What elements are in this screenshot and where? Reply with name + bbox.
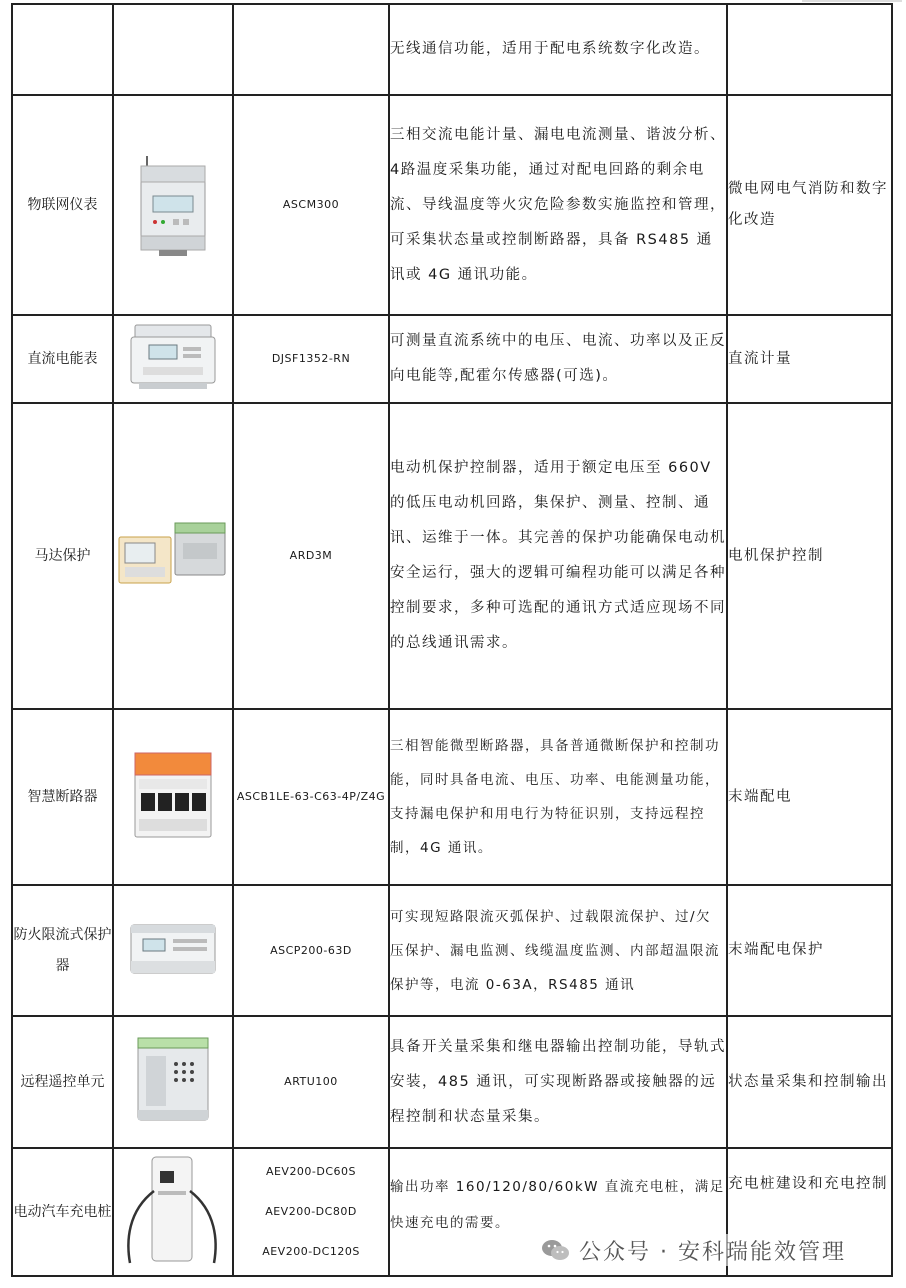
product-image-cell: [113, 1148, 233, 1276]
top-right-divider: [802, 0, 902, 2]
product-model-cell: [233, 4, 389, 95]
table-row: [12, 403, 892, 709]
product-application: [727, 4, 892, 95]
fire-current-limiter-icon: [127, 921, 219, 977]
model-number: ARTU100: [284, 1075, 338, 1088]
product-description: 电动机保护控制器，适用于额定电压至 660V 的低压电动机回路，集保护、测量、控制、通讯、运维于一体。其完善的保护功能确保电动机安全运行，强大的逻辑可编程功能可以满足各种控制要求，多种可选配的通讯方式适应现场不同的总线通讯需求。: [389, 403, 727, 709]
product-image-cell: [113, 885, 233, 1016]
model-number: ASCP200-63D: [270, 943, 352, 957]
product-description: 无线通信功能，适用于配电系统数字化改造。: [389, 4, 727, 95]
product-model-cell: [233, 95, 389, 315]
product-application: 末端配电: [727, 709, 892, 885]
product-model-cell: [233, 709, 389, 885]
model-number: AEV200-DC60S: [265, 1165, 357, 1178]
product-application: 充电桩建设和充电控制: [727, 1148, 892, 1276]
product-application: 电机保护控制: [727, 403, 892, 709]
table-row: [12, 885, 892, 1016]
model-number: AEV200-DC120S: [262, 1245, 360, 1258]
remote-control-unit-icon: [132, 1034, 214, 1126]
smart-breaker-icon: [131, 749, 215, 841]
product-image-cell: [113, 709, 233, 885]
product-description: 具备开关量采集和继电器输出控制功能，导轨式安装，485 通讯，可实现断路器或接触器的远程控制和状态量采集。: [389, 1016, 727, 1148]
product-description: 可实现短路限流灭弧保护、过载限流保护、过/欠压保护、漏电监测、线缆温度监测、内部超温限流保护等，电流 0-63A，RS485 通讯: [389, 885, 727, 1016]
table-row: [12, 4, 892, 95]
product-model-cell: [233, 403, 389, 709]
product-description: 三相交流电能计量、漏电电流测量、谐波分析、4路温度采集功能，通过对配电回路的剩余电流、导线温度等火灾危险参数实施监控和管理，可采集状态量或控制断路器，具备 RS485 通讯或 4G 通讯功能。: [389, 95, 727, 315]
wechat-watermark: [541, 1234, 846, 1266]
model-number: ASCM300: [282, 198, 340, 211]
product-application: 状态量采集和控制输出: [727, 1016, 892, 1148]
motor-protector-icon: [117, 521, 229, 587]
product-model-cell: [233, 1016, 389, 1148]
product-model-cell: [233, 885, 389, 1016]
model-number: ARD3M: [289, 549, 333, 562]
wechat-logo-icon: [541, 1238, 571, 1262]
ev-charger-icon: [118, 1151, 228, 1269]
product-description: 输出功率 160/120/80/60kW 直流充电桩，满足快速充电的需要。: [389, 1148, 727, 1276]
product-description: 可测量直流系统中的电压、电流、功率以及正反向电能等,配霍尔传感器(可选)。: [389, 315, 727, 403]
product-application: 直流计量: [727, 315, 892, 403]
product-name-cell: 马达保护: [12, 403, 113, 709]
product-name-cell: 智慧断路器: [12, 709, 113, 885]
table-row: [12, 95, 892, 315]
product-image-cell: [113, 315, 233, 403]
table-row: [12, 1016, 892, 1148]
product-model-cell: [233, 1148, 389, 1276]
product-application: 微电网电气消防和数字化改造: [727, 95, 892, 315]
product-name-cell: 直流电能表: [12, 315, 113, 403]
dc-energy-meter-icon: [125, 321, 221, 393]
product-name-cell: 电动汽车充电桩: [12, 1148, 113, 1276]
product-name-cell: 防火限流式保护器: [12, 885, 113, 1016]
product-name-cell: 物联网仪表: [12, 95, 113, 315]
model-number: ASCB1LE-63-C63-4P/Z4G: [236, 790, 386, 803]
product-description: 三相智能微型断路器，具备普通微断保护和控制功能，同时具备电流、电压、功率、电能测量功能，支持漏电保护和用电行为特征识别，支持远程控制，4G 通讯。: [389, 709, 727, 885]
table-row: [12, 709, 892, 885]
product-image-cell: [113, 95, 233, 315]
product-name-cell: 远程遥控单元: [12, 1016, 113, 1148]
product-model-cell: [233, 315, 389, 403]
table-row: [12, 315, 892, 403]
din-rail-meter-icon: [133, 148, 213, 258]
model-number: AEV200-DC80D: [265, 1205, 357, 1218]
watermark-text: 公众号 · 安科瑞能效管理: [579, 1239, 846, 1265]
product-name-cell: [12, 4, 113, 95]
product-spec-table: [11, 3, 893, 1277]
product-image-cell: [113, 4, 233, 95]
product-image-cell: [113, 1016, 233, 1148]
product-application: 末端配电保护: [727, 885, 892, 1016]
model-number: DJSF1352-RN: [271, 352, 351, 365]
product-image-cell: [113, 403, 233, 709]
